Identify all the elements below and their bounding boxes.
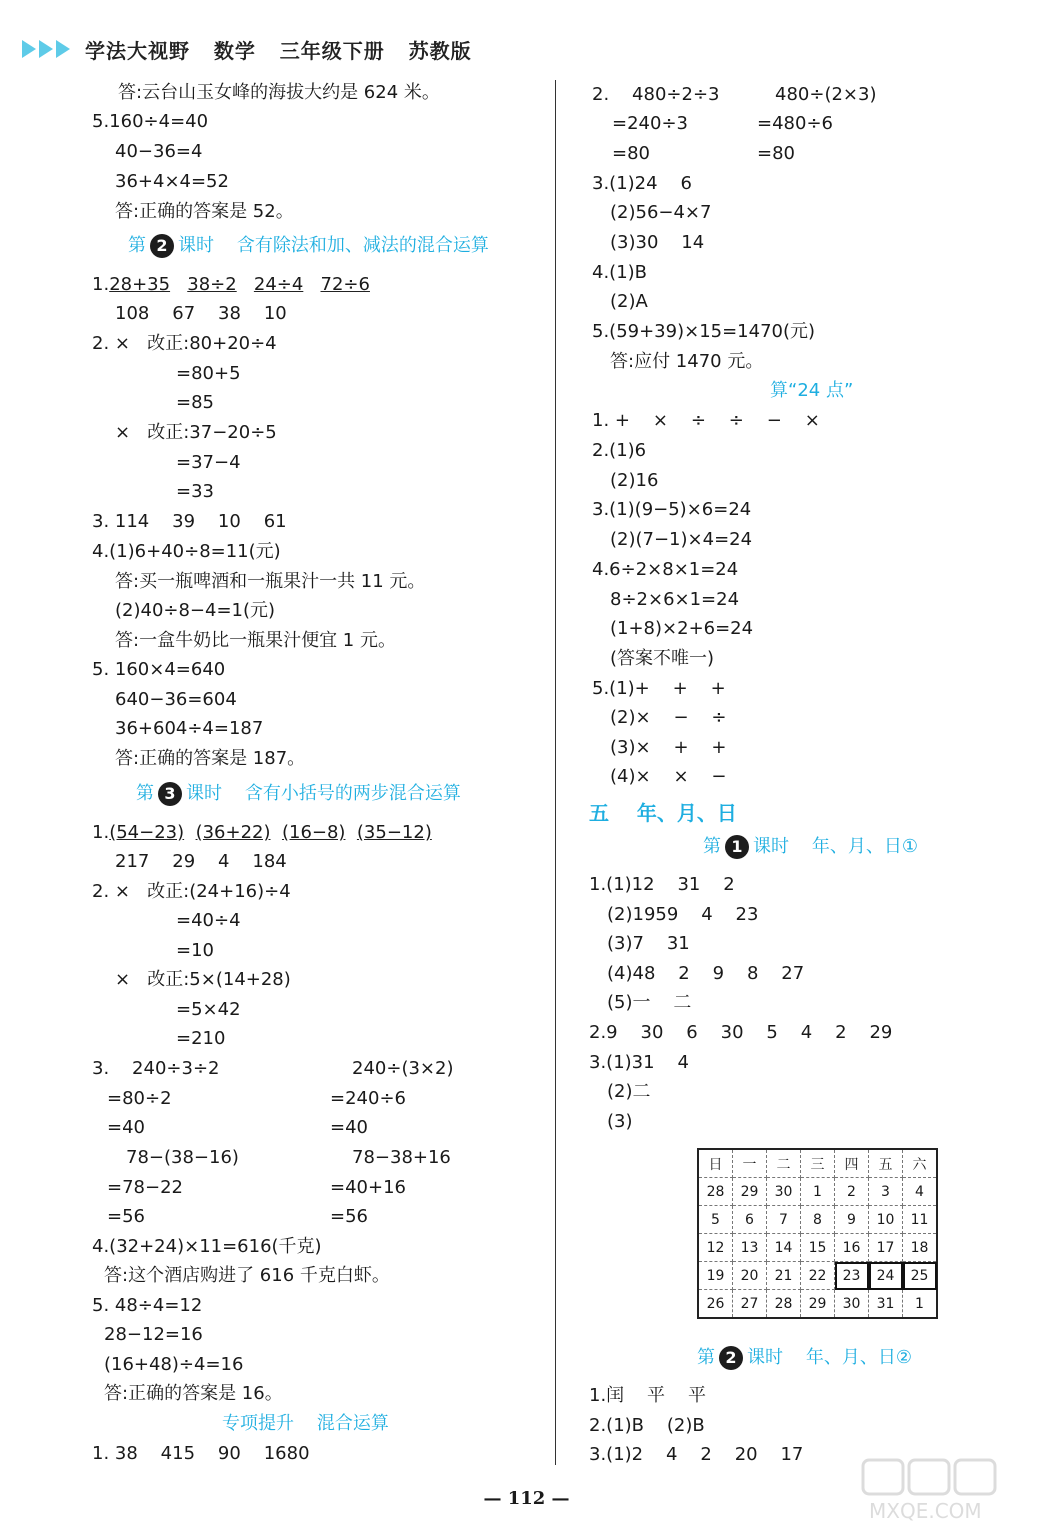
answer-line: =56	[330, 1206, 368, 1227]
answer-line: 答:云台山玉女峰的海拔大约是 624 米。	[118, 82, 440, 103]
answer-line: =37−4	[176, 452, 241, 473]
day-cell: 11	[903, 1206, 938, 1234]
section-prefix: 第	[128, 235, 146, 256]
section-heading	[222, 1411, 389, 1437]
weekday-cell: 六	[903, 1149, 938, 1178]
day-cell: 19	[698, 1262, 733, 1290]
watermark-text: MXQE.COM	[869, 1499, 982, 1523]
answer-line: (2)二	[607, 1081, 651, 1102]
lesson-number-badge: 3	[158, 782, 182, 806]
answer-line: 答:应付 1470 元。	[610, 351, 764, 372]
answer-line: × 改正:37−20÷5	[115, 422, 277, 443]
day-cell: 12	[698, 1234, 733, 1262]
answer-line: (3)	[607, 1111, 633, 1132]
day-cell: 4	[903, 1178, 938, 1206]
arrow-decoration-icon	[22, 40, 73, 58]
day-cell: 1	[903, 1290, 938, 1319]
underlined-expression: (36+22)	[195, 822, 271, 843]
column-divider	[555, 80, 556, 1465]
answer-text	[271, 822, 282, 843]
answer-line: 5.(1)+ + +	[592, 678, 726, 699]
day-cell: 16	[835, 1234, 869, 1262]
answer-line: 640−36=604	[115, 689, 237, 710]
calendar-table	[697, 1148, 938, 1319]
lesson-number-badge: 1	[725, 835, 749, 859]
page-header	[22, 32, 472, 66]
answer-text	[303, 274, 320, 295]
underlined-expression: 28+35	[109, 274, 171, 295]
answer-line: =40	[107, 1117, 145, 1138]
answer-line: 3. 240÷3÷2	[92, 1058, 220, 1079]
underlined-expression: (16−8)	[281, 822, 346, 843]
answer-line: =210	[176, 1028, 226, 1049]
answer-line: 2. × 改正:(24+16)÷4	[92, 881, 291, 902]
answer-line: 78−(38−16)	[126, 1147, 239, 1168]
answer-line: (2)56−4×7	[610, 202, 712, 223]
answer-line: (3)7 31	[607, 933, 690, 954]
answer-line: (2)A	[610, 291, 648, 312]
answer-line: 1.闰 平 平	[589, 1385, 706, 1406]
answer-line: 2.9 30 6 30 5 4 2 29	[589, 1022, 893, 1043]
calendar-week-row	[698, 1206, 937, 1234]
answer-text: 1.	[92, 822, 110, 843]
answer-line: 2.(1)B (2)B	[589, 1415, 705, 1436]
lesson-number-badge: 2	[150, 234, 174, 258]
answer-line: 3. 114 39 10 61	[92, 511, 287, 532]
day-cell: 30	[835, 1290, 869, 1319]
day-cell: 24	[869, 1262, 903, 1290]
section-title: 课时 含有小括号的两步混合运算	[186, 783, 461, 804]
answer-line: 480÷(2×3)	[775, 84, 877, 105]
answer-line: =80+5	[176, 363, 241, 384]
section-title: 课时 年、月、日①	[753, 836, 919, 857]
answer-line: 3.(1)24 6	[592, 173, 692, 194]
answer-line: 2. 480÷2÷3	[592, 84, 720, 105]
answer-line: 108 67 38 10	[115, 303, 287, 324]
answer-line: =85	[176, 392, 214, 413]
day-cell: 21	[767, 1262, 801, 1290]
day-cell: 1	[801, 1178, 835, 1206]
answer-line: 36+604÷4=187	[115, 718, 264, 739]
underlined-expression: (35−12)	[356, 822, 432, 843]
section-title: 课时 含有除法和加、减法的混合运算	[178, 235, 489, 256]
day-cell: 23	[835, 1262, 869, 1290]
day-cell: 10	[869, 1206, 903, 1234]
day-cell: 6	[733, 1206, 767, 1234]
day-cell: 17	[869, 1234, 903, 1262]
answer-line: (2)1959 4 23	[607, 904, 759, 925]
answer-line: (5)一 二	[607, 992, 692, 1013]
answer-line: =240÷3	[612, 113, 688, 134]
page-number: — 112 —	[483, 1488, 570, 1509]
section-prefix: 第	[697, 1347, 715, 1368]
answer-line: 4.(32+24)×11=616(千克)	[92, 1236, 322, 1257]
day-cell: 28	[767, 1290, 801, 1319]
day-cell: 28	[698, 1178, 733, 1206]
section-prefix: 第	[136, 783, 154, 804]
answer-line: (3)× + +	[610, 737, 727, 758]
answer-line: =40+16	[330, 1177, 406, 1198]
answer-line: =80	[757, 143, 795, 164]
answer-text: 1.	[92, 274, 110, 295]
watermark-logo-icon	[859, 1456, 1039, 1526]
day-cell: 27	[733, 1290, 767, 1319]
answer-line: (2)× − ÷	[610, 707, 727, 728]
answer-line: 28−12=16	[104, 1324, 203, 1345]
day-cell: 30	[767, 1178, 801, 1206]
answer-line: 1.(1)12 31 2	[589, 874, 735, 895]
section-heading	[136, 781, 461, 807]
answer-line: 217 29 4 184	[115, 851, 287, 872]
section-prefix: 第	[703, 836, 721, 857]
answer-line: 3.(1)(9−5)×6=24	[592, 499, 752, 520]
day-cell: 22	[801, 1262, 835, 1290]
day-cell: 5	[698, 1206, 733, 1234]
day-cell: 31	[869, 1290, 903, 1319]
weekday-cell: 日	[698, 1149, 733, 1178]
answer-line: =40	[330, 1117, 368, 1138]
calendar-header-row	[698, 1149, 937, 1178]
day-cell: 29	[733, 1178, 767, 1206]
day-cell: 25	[903, 1262, 938, 1290]
section-heading	[770, 378, 853, 404]
answer-line: 8÷2×6×1=24	[610, 589, 740, 610]
answer-line: =240÷6	[330, 1088, 406, 1109]
book-title: 学法大视野 数学 三年级下册 苏教版	[85, 38, 472, 63]
answer-line: (16+48)÷4=16	[104, 1354, 244, 1375]
answer-line: 5. 48÷4=12	[92, 1295, 203, 1316]
day-cell: 18	[903, 1234, 938, 1262]
underlined-expression: 72÷6	[320, 274, 370, 295]
day-cell: 15	[801, 1234, 835, 1262]
answer-line	[92, 822, 432, 844]
calendar-week-row	[698, 1290, 937, 1319]
answer-text	[345, 822, 356, 843]
weekday-cell: 五	[869, 1149, 903, 1178]
answer-line: =480÷6	[757, 113, 833, 134]
answer-line: =33	[176, 481, 214, 502]
answer-text	[237, 274, 254, 295]
answer-line: (3)30 14	[610, 232, 705, 253]
answer-line: (2)40÷8−4=1(元)	[115, 600, 276, 621]
underlined-expression: 24÷4	[253, 274, 304, 295]
answer-line: =40÷4	[176, 910, 241, 931]
answer-line: 78−38+16	[352, 1147, 451, 1168]
section-title: 课时 年、月、日②	[747, 1347, 913, 1368]
day-cell: 13	[733, 1234, 767, 1262]
day-cell: 20	[733, 1262, 767, 1290]
answer-line: 40−36=4	[115, 141, 203, 162]
answer-line: × 改正:5×(14+28)	[115, 969, 291, 990]
answer-line: =78−22	[107, 1177, 183, 1198]
answer-line: =80÷2	[107, 1088, 172, 1109]
answer-line: 答:这个酒店购进了 616 千克白虾。	[104, 1265, 390, 1286]
answer-line: (4)48 2 9 8 27	[607, 963, 805, 984]
answer-line: 4.6÷2×8×1=24	[592, 559, 739, 580]
answer-line: =10	[176, 940, 214, 961]
day-cell: 7	[767, 1206, 801, 1234]
answer-line: 3.(1)2 4 2 20 17	[589, 1444, 804, 1465]
weekday-cell: 一	[733, 1149, 767, 1178]
answer-line: (1+8)×2+6=24	[610, 618, 754, 639]
answer-line: (2)16	[610, 470, 659, 491]
section-title: 算“24 点”	[770, 380, 854, 401]
answer-line: 5.(59+39)×15=1470(元)	[592, 321, 816, 342]
weekday-cell: 二	[767, 1149, 801, 1178]
answer-line: 1. 38 415 90 1680	[92, 1443, 310, 1464]
day-cell: 9	[835, 1206, 869, 1234]
day-cell: 26	[698, 1290, 733, 1319]
day-cell: 29	[801, 1290, 835, 1319]
answer-line: 答:正确的答案是 52。	[115, 201, 294, 222]
answer-line: (4)× × −	[610, 766, 727, 787]
calendar-week-row	[698, 1262, 937, 1290]
answer-line: 2.(1)6	[592, 440, 647, 461]
answer-line: (2)(7−1)×4=24	[610, 529, 753, 550]
answer-line: 36+4×4=52	[115, 171, 229, 192]
day-cell: 2	[835, 1178, 869, 1206]
answer-line: 答:一盒牛奶比一瓶果汁便宜 1 元。	[115, 630, 396, 651]
weekday-cell: 四	[835, 1149, 869, 1178]
answer-line: 240÷(3×2)	[352, 1058, 454, 1079]
calendar-week-row	[698, 1178, 937, 1206]
answer-line: =80	[612, 143, 650, 164]
answer-line: 3.(1)31 4	[589, 1052, 689, 1073]
day-cell: 8	[801, 1206, 835, 1234]
underlined-expression: (54−23)	[109, 822, 185, 843]
weekday-cell: 三	[801, 1149, 835, 1178]
answer-text	[184, 822, 195, 843]
lesson-number-badge: 2	[719, 1346, 743, 1370]
answer-line: 答:买一瓶啤酒和一瓶果汁一共 11 元。	[115, 571, 426, 592]
answer-line: 1. + × ÷ ÷ − ×	[592, 410, 820, 431]
day-cell: 14	[767, 1234, 801, 1262]
answer-line: =56	[107, 1206, 145, 1227]
answer-line: 4.(1)B	[592, 262, 648, 283]
answer-line: 答:正确的答案是 16。	[104, 1383, 283, 1404]
underlined-expression: 38÷2	[187, 274, 237, 295]
chapter-heading: 五 年、月、日	[589, 801, 737, 825]
section-heading	[703, 834, 918, 860]
answer-line: 2. × 改正:80+20÷4	[92, 333, 277, 354]
answer-line: 5. 160×4=640	[92, 659, 226, 680]
day-cell: 3	[869, 1178, 903, 1206]
answer-line: 答:正确的答案是 187。	[115, 748, 306, 769]
answer-text	[170, 274, 187, 295]
section-title: 专项提升 混合运算	[222, 1413, 389, 1434]
answer-line: (答案不唯一)	[610, 648, 715, 669]
section-heading	[128, 233, 489, 259]
calendar-week-row	[698, 1234, 937, 1262]
answer-line: =5×42	[176, 999, 241, 1020]
section-heading	[697, 1345, 912, 1371]
answer-line: 5.160÷4=40	[92, 111, 209, 132]
answer-line: 4.(1)6+40÷8=11(元)	[92, 541, 281, 562]
answer-line	[92, 274, 370, 296]
